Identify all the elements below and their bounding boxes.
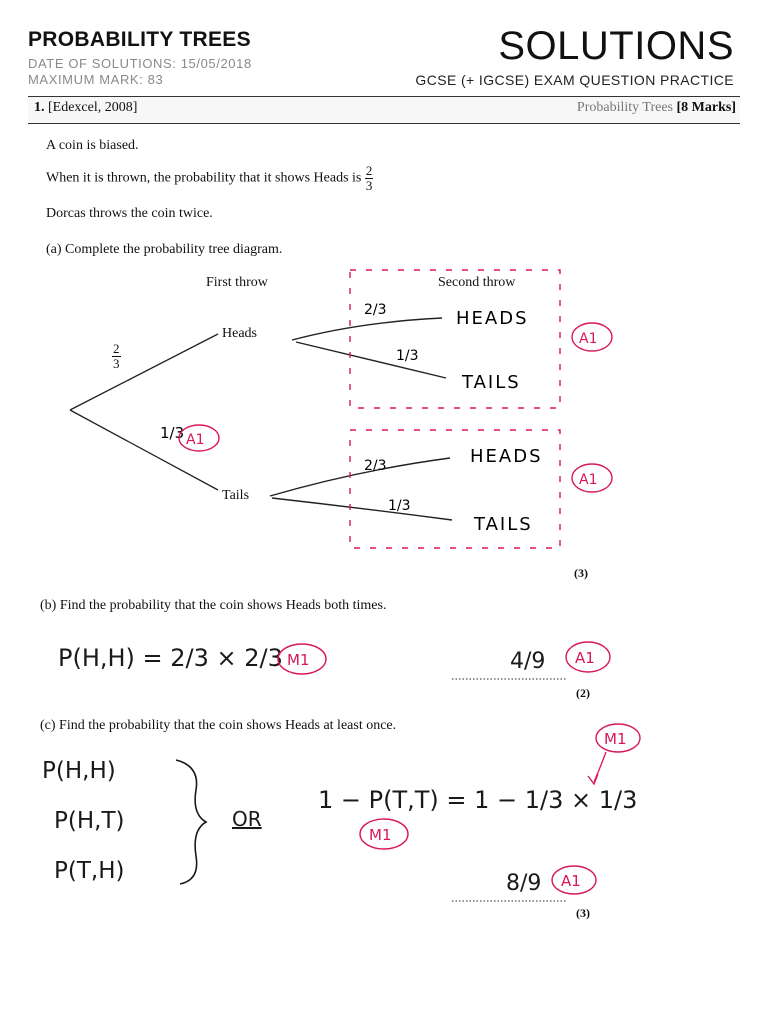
part-c-option-th: P(T,H) [54,858,125,884]
second-throw-label: Second throw [438,275,516,290]
part-a-prompt: (a) Complete the probability tree diagram. [46,242,283,257]
part-b-working: P(H,H) = 2/3 × 2/3 [58,644,283,672]
outcome-tails-lower: TAILS [474,514,533,535]
curly-brace [176,760,206,884]
part-c-option-hh: P(H,H) [42,758,116,784]
heads-prob-denominator: 3 [365,178,373,193]
m1-mark-part-b: M1 [287,651,310,669]
part-c-marks: (3) [576,906,590,920]
outcome-heads-upper: HEADS [456,308,529,329]
m1-arrow [594,752,606,782]
date-line: DATE OF SOLUTIONS: 15/05/2018 [28,56,252,71]
first-heads-den: 3 [113,356,120,371]
first-tails-prob-text: 1/3 [160,424,185,442]
exam-subtitle: GCSE (+ IGCSE) EXAM QUESTION PRACTICE [415,72,734,88]
heads-heads-prob: 2/3 [364,302,387,318]
max-mark-line: MAXIMUM MARK: 83 [28,72,164,87]
heads-tails-prob: 1/3 [396,348,419,364]
branch-heads-tails [296,342,446,378]
part-c-answer: 8/9 [506,871,542,896]
first-heads-num: 2 [113,341,120,356]
solutions-heading: SOLUTIONS [498,24,734,68]
part-c-working: 1 − P(T,T) = 1 − 1/3 × 1/3 [318,786,638,814]
answer-box-upper [350,270,560,408]
branch-first-heads [70,334,218,410]
intro-line-2-text: When it is thrown, the probability that it shows Heads is [46,170,362,186]
part-c-or: OR [232,807,262,831]
branch-heads-heads [292,318,442,340]
document-title: PROBABILITY TREES [28,28,251,51]
tails-heads-prob: 2/3 [364,458,387,474]
a1-mark-lower: A1 [579,472,598,488]
question-number-label: 1. [34,100,45,115]
branch-first-tails [70,410,218,490]
question-source: [Edexcel, 2008] [48,100,138,115]
a1-mark-first-tails: A1 [186,432,205,448]
tails-node-label: Tails [222,488,250,503]
outcome-tails-upper: TAILS [462,372,521,393]
m1-mark-part-c: M1 [369,826,392,844]
heads-node-label: Heads [222,326,257,341]
question-topic: Probability Trees [576,100,673,115]
question-marks: [8 Marks] [676,100,736,115]
outcome-heads-lower: HEADS [470,446,543,467]
heads-prob-numerator: 2 [365,163,373,178]
part-b-marks: (2) [576,686,590,700]
a1-mark-part-b: A1 [575,649,595,667]
tails-tails-prob: 1/3 [388,498,411,514]
a1-mark-upper: A1 [579,331,598,347]
part-c-option-ht: P(H,T) [54,808,125,834]
first-throw-label: First throw [206,275,268,290]
m1-mark-part-c-top: M1 [604,730,627,748]
a1-mark-part-c: A1 [561,872,581,890]
branch-tails-tails [272,498,452,520]
part-b-prompt: (b) Find the probability that the coin shows Heads both times. [40,598,387,613]
intro-line-3: Dorcas throws the coin twice. [46,206,213,221]
part-b-answer: 4/9 [510,649,546,674]
part-a-marks: (3) [574,566,588,580]
part-c-prompt: (c) Find the probability that the coin shows Heads at least once. [40,718,397,733]
intro-line-1: A coin is biased. [46,138,139,153]
branch-tails-heads [270,458,450,496]
